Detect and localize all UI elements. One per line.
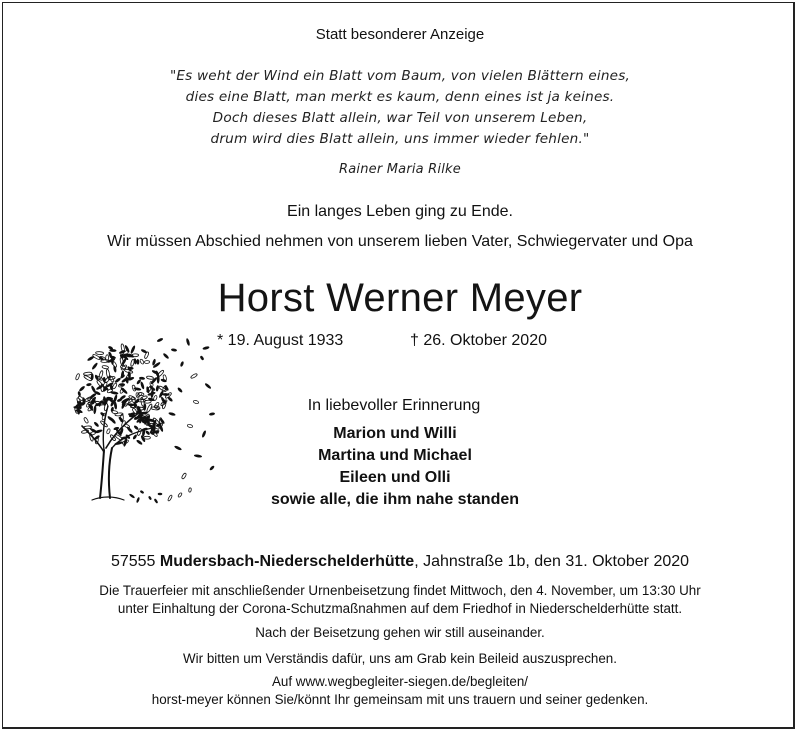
mourner-name: Eileen und Olli xyxy=(339,469,451,486)
poem-line: "Es weht der Wind ein Blatt vom Baum, von vielen Blättern eines, xyxy=(169,68,631,84)
deceased-name: Horst Werner Meyer xyxy=(217,276,583,320)
birth-date: * 19. August 1933 xyxy=(217,332,344,349)
after-note: Nach der Beisetzung gehen wir still auseinander. xyxy=(255,625,545,640)
tree-with-falling-leaves-icon xyxy=(62,330,222,510)
intro-leben: Ein langes Leben ging zu Ende. xyxy=(287,203,513,220)
poem-author: Rainer Maria Rilke xyxy=(339,162,461,177)
online-note: Auf www.wegbegleiter-siegen.de/begleiten/ xyxy=(271,674,529,689)
mourner-name: sowie alle, die ihm nahe standen xyxy=(270,491,520,508)
condolence-note: Wir bitten um Verständis dafür, uns am Grab kein Beileid auszusprechen. xyxy=(183,651,617,666)
address-town: Mudersbach-Niederschelderhütte xyxy=(159,553,415,570)
address-line xyxy=(0,553,800,571)
online-note: horst-meyer können Sie/könnt Ihr gemeinsam mit uns trauern und seiner gedenken. xyxy=(151,692,649,707)
funeral-note: Die Trauerfeier mit anschließender Urnenbeisetzung findet Mittwoch, den 4. November, um 13:30 Uhr xyxy=(99,583,701,598)
death-date: † 26. Oktober 2020 xyxy=(410,332,547,349)
address-rest: , Jahnstraße 1b, den 31. Oktober 2020 xyxy=(414,553,690,570)
statt-heading: Statt besonderer Anzeige xyxy=(315,26,485,43)
mourner-name: Martina und Michael xyxy=(318,447,472,464)
funeral-note: unter Einhaltung der Corona-Schutzmaßnahmen auf dem Friedhof in Niederschelderhütte statt. xyxy=(117,601,683,616)
intro-abschied: Wir müssen Abschied nehmen von unserem lieben Vater, Schwiegervater und Opa xyxy=(107,233,693,250)
poem-line: dies eine Blatt, man merkt es kaum, denn eines ist ja keines. xyxy=(185,89,615,105)
address-zip: 57555 xyxy=(110,553,156,570)
mourner-name: Marion und Willi xyxy=(333,425,457,442)
mourners-intro: In liebevoller Erinnerung xyxy=(307,397,481,414)
poem-line: Doch dieses Blatt allein, war Teil von unserem Leben, xyxy=(212,110,588,126)
poem-line: drum wird dies Blatt allein, uns immer wieder fehlen." xyxy=(210,131,590,147)
